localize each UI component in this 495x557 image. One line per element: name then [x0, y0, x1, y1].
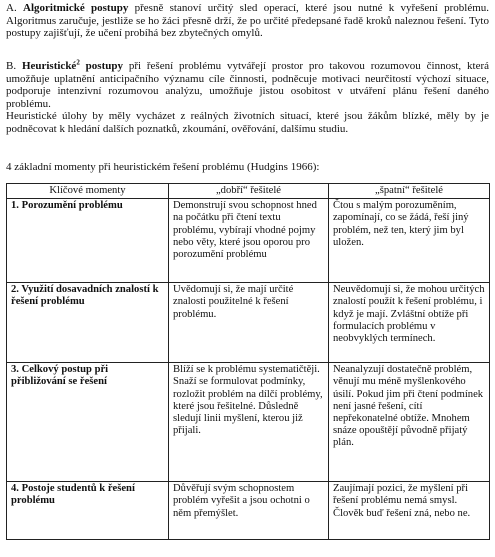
- bad-solvers-cell: Neanalyzují dostatečně problém, věnují mu méně myšlenkového úsilí. Pokud jim při čtení podmínek není jasné řešení, cítí nepřekonatelné obtíže. Mnohem snáze opouštějí původně přijatý plán.: [329, 363, 490, 482]
- bad-solvers-cell: Neuvědomují si, že mohou určitých znalostí použít k řešení problému, i když je mají. Zvláštní obtíže při formulacích problému v neobvyklých termínech.: [329, 283, 490, 363]
- section-b-paragraph-2: Heuristické úlohy by měly vycházet z reálných životních situací, které jsou žákům blízké, měly by je podněcovat k hledání dalších poznatků, zkoumání, ověřování, dalšímu studiu.: [6, 110, 489, 135]
- table-intro: 4 základní momenty při heuristickém řešení problému (Hudgins 1966):: [6, 161, 320, 173]
- moment-cell: 2. Využití dosavadních znalostí k řešení problému: [7, 283, 169, 363]
- footnote-mark: 2: [76, 58, 80, 67]
- heuristic-moments-table: [6, 183, 490, 540]
- section-b-letter: B.: [6, 60, 17, 72]
- header-good-solvers: „dobří“ řešitelé: [169, 184, 329, 199]
- section-b-term: Heuristické$^2$ postupy: [21, 58, 123, 72]
- good-solvers-cell: Důvěřují svým schopnostem problém vyřešit a jsou ochotni o něm přemýšlet.: [169, 482, 329, 540]
- section-a-text: přesně stanoví určitý sled operací, které jsou nutné k vyřešení problému. Algoritmus zaručuje, jestliže se ho žáci přesně drží, že po určité předepsané řadě kroků naleznou řešení. Tyto postupy zajišťují, že učení probíhá bez zbytečných omylů.: [6, 2, 490, 40]
- moment-cell: 3. Celkový postup při přibližování se řešení: [7, 363, 169, 482]
- section-a-paragraph: [6, 2, 489, 40]
- bad-solvers-cell: Čtou s malým porozuměním, zapomínají, co se žádá, řeší jiný problém, než ten, který jim byl uložen.: [329, 199, 490, 283]
- section-b-paragraph: [6, 60, 489, 110]
- header-key-moments: Klíčové momenty: [7, 184, 169, 199]
- table-row: [7, 199, 490, 283]
- moment-cell: 4. Postoje studentů k řešení problému: [7, 482, 169, 540]
- bad-solvers-cell: Zaujímají pozici, že myšlení při řešení problému nemá smysl. Člověk buď řešení zná, nebo ne.: [329, 482, 490, 540]
- good-solvers-cell: Uvědomují si, že mají určité znalosti použitelné k řešení problému.: [169, 283, 329, 363]
- header-bad-solvers: „špatní“ řešitelé: [329, 184, 490, 199]
- table-header-row: [7, 184, 490, 199]
- section-a-letter: A.: [6, 2, 17, 14]
- table-row: [7, 283, 490, 363]
- section-a-term: Algoritmické postupy: [23, 2, 129, 14]
- moment-cell: 1. Porozumění problému: [7, 199, 169, 283]
- good-solvers-cell: Blíží se k problému systematičtěji. Snaží se formulovat podmínky, rozložit problém na dílčí problémy, které jsou řešitelné. Důsledně sledují linii myšlení, kterou již přijali.: [169, 363, 329, 482]
- good-solvers-cell: Demonstrují svou schopnost hned na počátku při čtení textu problému, vybírají vhodné pojmy nebo věty, které jsou oporou pro porozumění problému: [169, 199, 329, 283]
- section-b-text: při řešení problému vytvářejí prostor pro takovou rozumovou činnost, která umožňuje uplatnění anticipačního významu cíle činnosti, podněcuje motivaci neurčitostí výchozí situace, podporuje intenzivní rozumovou analýzu, umožňuje jistou osobitost v utváření plánu řešení daného problému.: [6, 60, 489, 110]
- table-row: [7, 363, 490, 482]
- table-row: [7, 482, 490, 540]
- section-b: [6, 60, 489, 136]
